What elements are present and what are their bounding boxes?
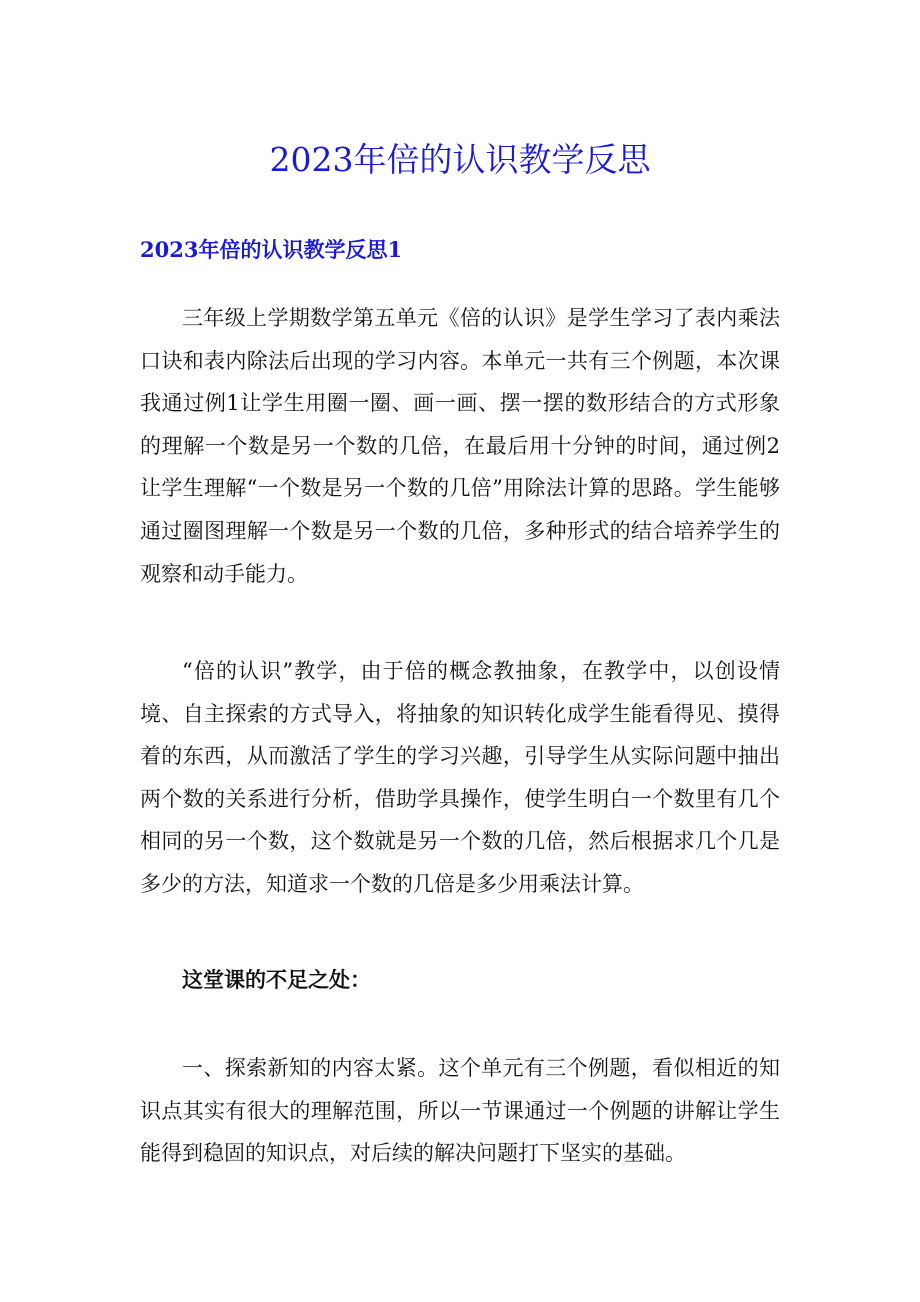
shortcomings-heading: 这堂课的不足之处： [182, 967, 371, 992]
paragraph-teaching-approach: “倍的认识”教学，由于倍的概念教抽象，在教学中，以创设情境、自主探索的方式导入，将抽象的知识转化成学生能看得见、摸得着的东西，从而激活了学生的学习兴趣，引导学生从实际问题中抽出两个数的关系进行分析，借助学具操作，使学生明白一个数里有几个相同的另一个数，这个数就是另一个数的几倍，然后根据求几个几是多少的方法，知道求一个数的几倍是多少用乘法计算。 [140, 659, 780, 896]
document-title: 2023年倍的认识教学反思 [269, 140, 651, 179]
paragraph-introduction: 三年级上学期数学第五单元《倍的认识》是学生学习了表内乘法口诀和表内除法后出现的学习内容。本单元一共有三个例题，本次课我通过例1让学生用圈一圈、画一画、摆一摆的数形结合的方式形象的理解一个数是另一个数的几倍，在最后用十分钟的时间，通过例2让学生理解“一个数是另一个数的几倍”用除法计算的思路。学生能够通过圈图理解一个数是另一个数的几倍，多种形式的结合培养学生的观察和动手能力。 [140, 306, 780, 586]
section-heading: 2023年倍的认识教学反思1 [140, 237, 403, 262]
paragraph-shortcoming-one: 一、探索新知的内容太紧。这个单元有三个例题，看似相近的知识点其实有很大的理解范围，所以一节课通过一个例题的讲解让学生能得到稳固的知识点，对后续的解决问题打下坚实的基础。 [140, 1056, 780, 1166]
